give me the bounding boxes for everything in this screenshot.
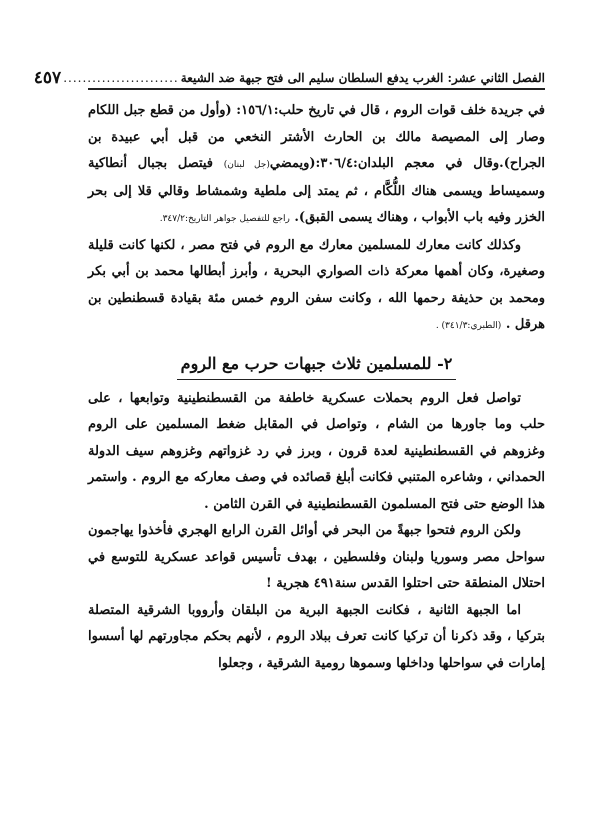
paragraph-2-text: وكذلك كانت معارك للمسلمين معارك مع الروم في فتح مصر ، لكنها كانت قليلة وصغيرة، وكان أهمها معركة ذات الصواري البحرية ، وأبرز أبطالها محمد بن أبي بكر ومحمد بن حذيفة رحمها الله ، وكانت سفن الروم خمس مئة بقيادة قسطنطين بن هرقل . <box>88 237 545 332</box>
paragraph-1-text-continued: فيتصل بجبال أنطاكية وسميساط ويسمى هناك اللُّكَّام ، ثم يمتد إلى ملطية وشمشاط وقالي قلا إلى بحر الخزر وفيه باب الأبواب ، وهناك يسمى القبق). <box>88 156 545 225</box>
paragraph-2 <box>88 233 545 340</box>
paragraph-2-footnote: (الطبري:٣٤١/٣) . <box>435 321 502 331</box>
paragraph-1-footnote: راجع للتفصيل جواهر التاريخ:٣٤٧/٢. <box>159 214 290 224</box>
paragraph-1-inline-note: (جل لبنان) <box>223 160 270 170</box>
section-heading-text: ٢- للمسلمين ثلاث جبهات حرب مع الروم <box>177 350 457 380</box>
paragraph-1 <box>88 98 545 233</box>
paragraph-3: تواصل فعل الروم بحملات عسكرية خاطفة من القسطنطينية وتوابعها ، على حلب وما جاورها من الشام ، وتواصل في المقابل ضغط المسلمين على الروم وغزوهم في القسطنطينية لعدة قرون ، وبرز في رد غزواتهم وغزوهم سيف الدولة الحمداني ، وشاعره المتنبي فكانت أبلغ قصائده في وصف معاركه مع الروم . واستمر هذا الوضع حتى فتح المسلمون القسطنطينية في القرن الثامن . <box>88 390 545 512</box>
running-header <box>33 62 545 90</box>
header-leader-dots: ........................ <box>63 71 179 85</box>
chapter-title: الفصل الثاني عشر: الغرب يدفع السلطان سليم الى فتح جبهة ضد الشيعة <box>180 71 545 85</box>
page-number: ٤٥٧ <box>33 68 62 88</box>
paragraph-4: ولكن الروم فتحوا جبهةً من البحر في أوائل القرن الرابع الهجري فأخذوا يهاجمون سواحل مصر وسوريا ولبنان وفلسطين ، بهدف تأسيس قواعد عسكرية للتوسع في احتلال المنطقة حتى احتلوا القدس سنة٤٩١ هجرية ! <box>88 523 545 591</box>
paragraph-5: اما الجبهة الثانية ، فكانت الجبهة البرية من البلقان وأرووبا الشرقية المتصلة بتركيا ، وقد ذكرنا أن تركيا كانت تعرف ببلاد الروم ، لأنهم بحكم مجاورتهم لها أسسوا إمارات في سواحلها وداخلها وسموها رومية الشرقية ، وجعلوا <box>88 602 545 671</box>
section-heading <box>88 350 545 380</box>
paragraph-1-text: في جريدة خلف قوات الروم ، قال في تاريخ حلب:١٥٦/١: (وأول من قطع جبل اللكام وصار إلى المصيصة مالك بن الحارث الأشتر النخعي من قبل أبي عبيدة بن الجراح).وقال في معجم البلدان:٣٠٦/٤:(ويمضي <box>88 103 546 171</box>
page-body <box>88 98 545 677</box>
